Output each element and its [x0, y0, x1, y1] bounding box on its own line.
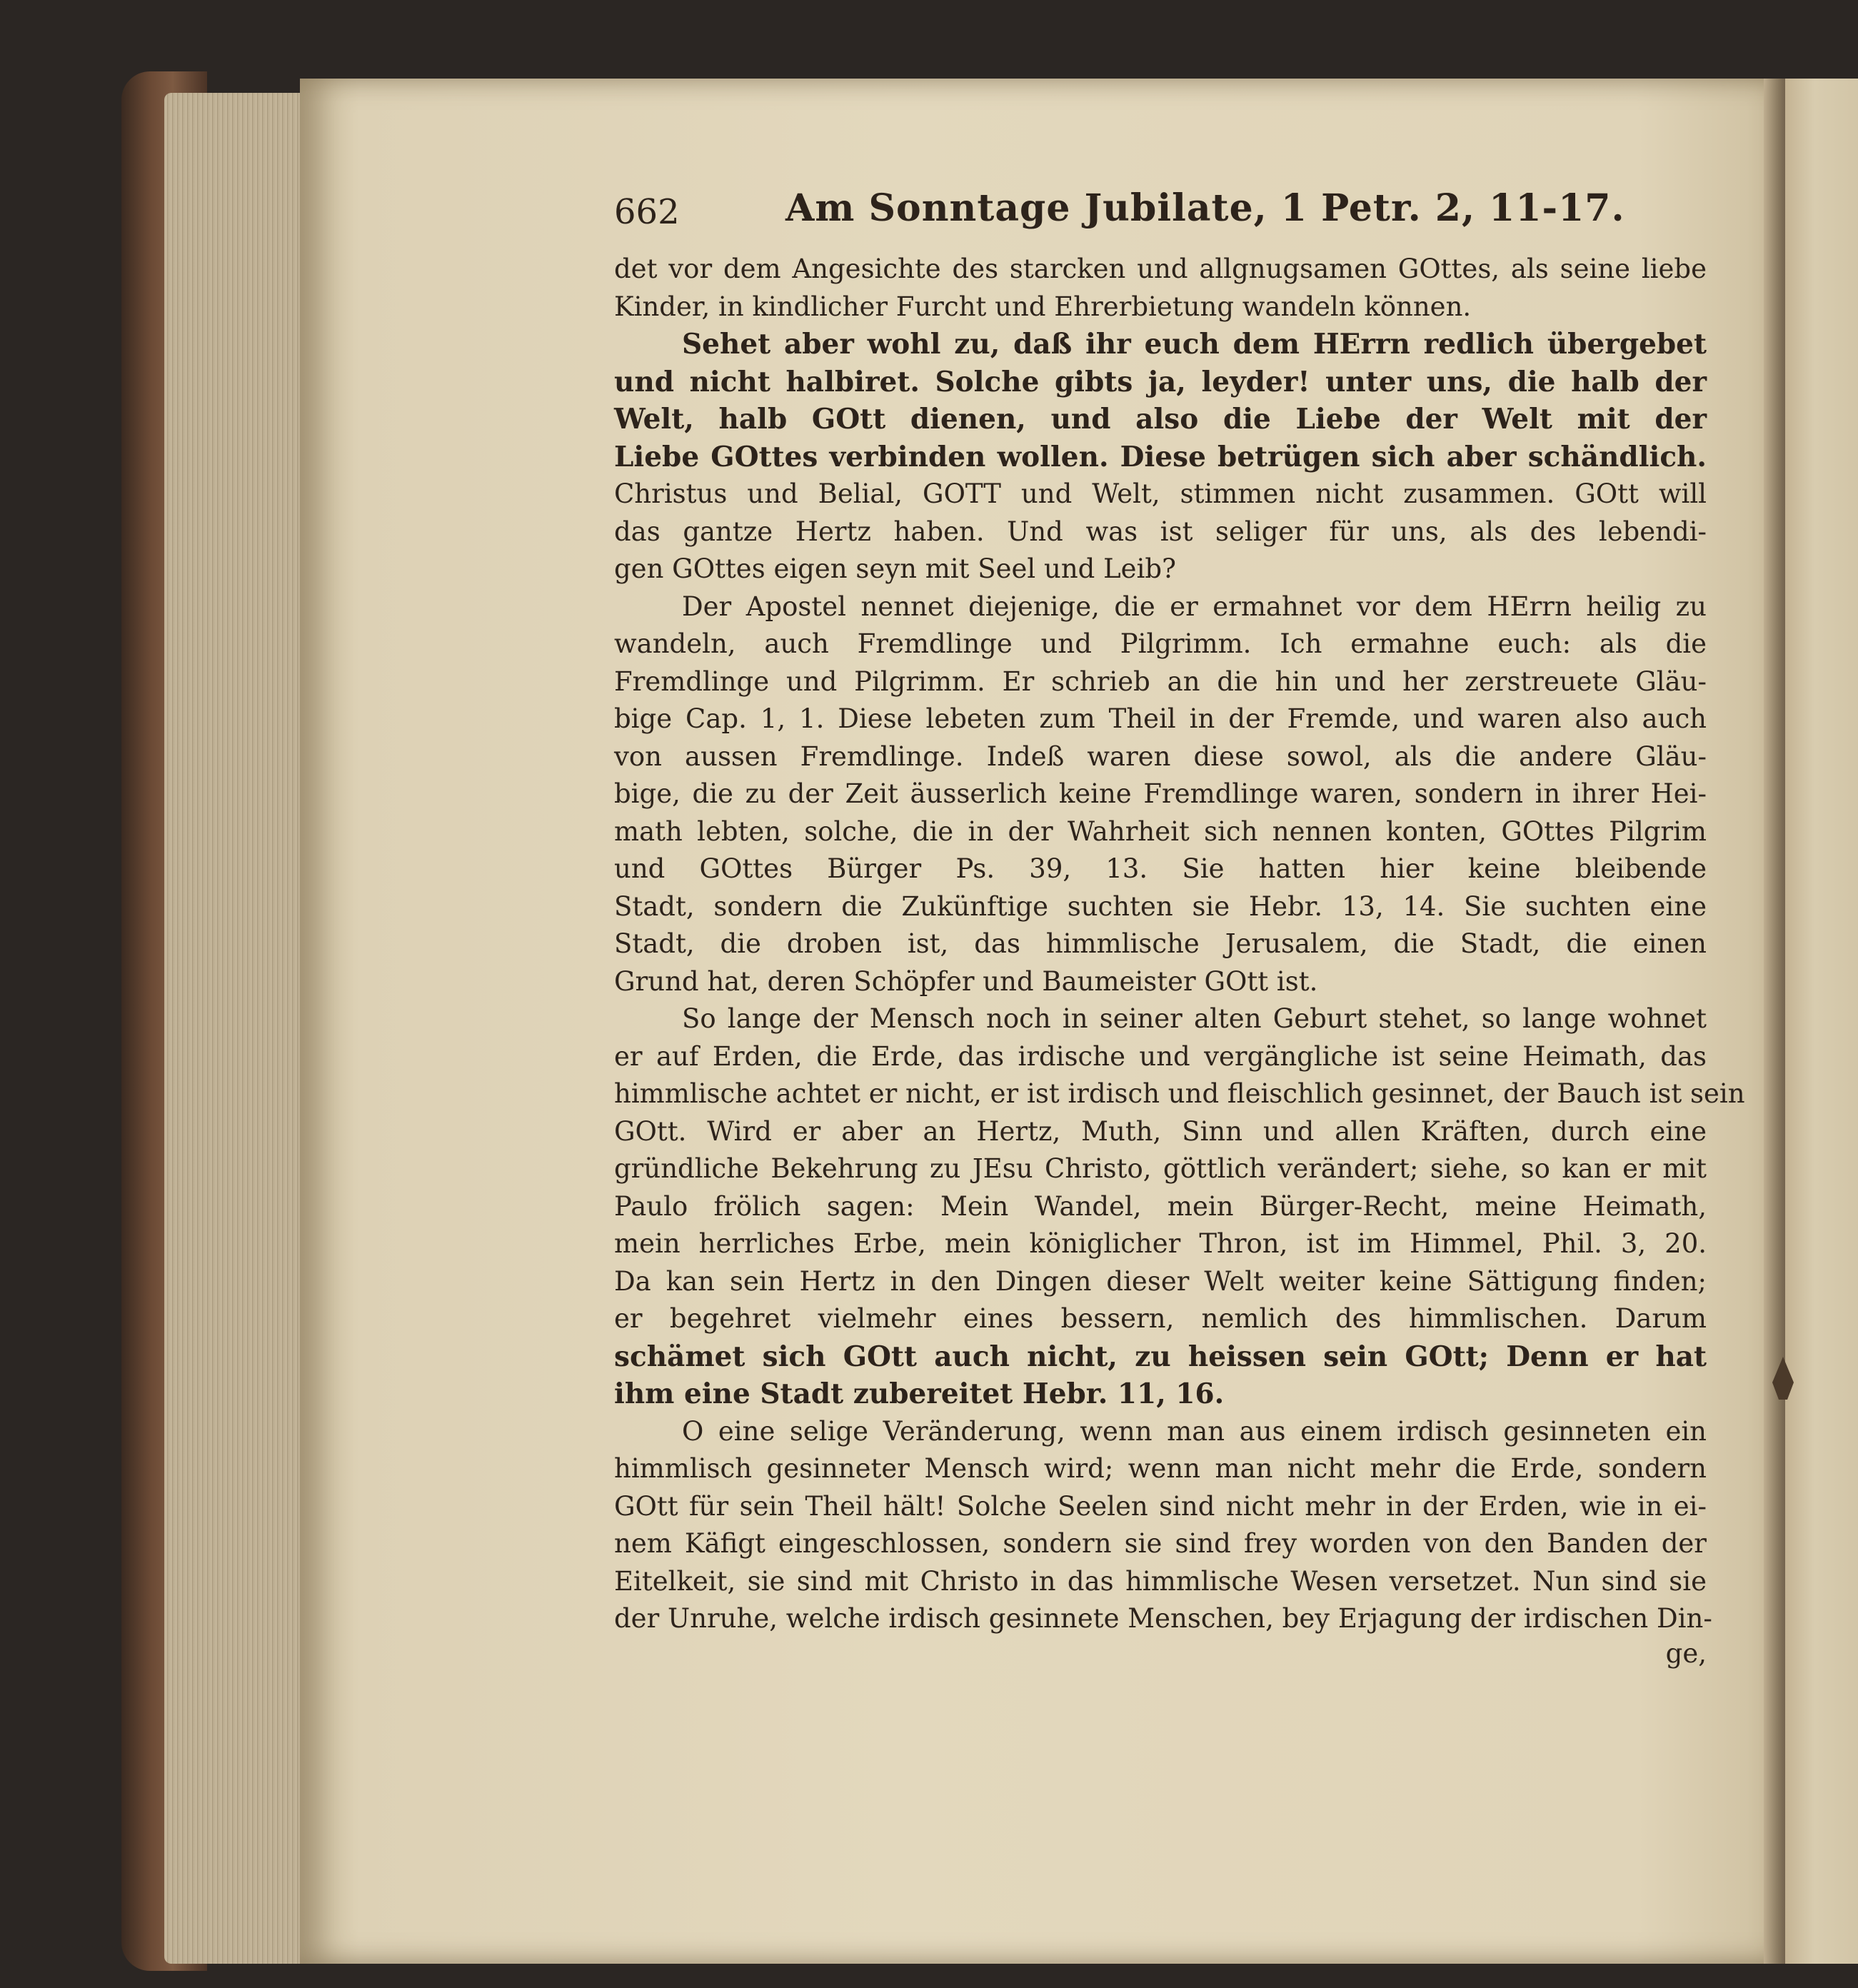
text-line: Liebe GOttes verbinden wollen. Diese betrügen sich aber schändlich. — [614, 440, 1707, 473]
text-line: und GOttes Bürger Ps. 39, 13. Sie hatten hier keine bleibende — [614, 853, 1707, 884]
text-line: GOtt. Wird er aber an Hertz, Muth, Sinn und allen Kräften, durch eine — [614, 1115, 1707, 1147]
text-line: Fremdlinge und Pilgrimm. Er schrieb an die hin und her zerstreuete Gläu- — [614, 666, 1707, 697]
text-line: Welt, halb GOtt dienen, und also die Liebe der Welt mit der — [614, 403, 1707, 436]
text-line: Stadt, sondern die Zukünftige suchten sie Hebr. 13, 14. Sie suchten eine — [614, 890, 1707, 922]
page-text — [614, 182, 1745, 1675]
text-line: wandeln, auch Fremdlinge und Pilgrimm. Ich ermahne euch: als die — [614, 628, 1707, 659]
right-page-edge — [1785, 79, 1858, 1964]
text-line: er auf Erden, die Erde, das irdische und vergängliche ist seine Heimath, das — [614, 1040, 1707, 1072]
text-line: Christus und Belial, GOTT und Welt, stimmen nicht zusammen. GOtt will — [614, 478, 1707, 509]
text-line: Stadt, die droben ist, das himmlische Jerusalem, die Stadt, die einen — [614, 928, 1707, 959]
text-line: bige, die zu der Zeit äusserlich keine Fremdlinge waren, sondern in ihrer Hei- — [614, 778, 1707, 809]
text-line: himmlische achtet er nicht, er ist irdisch und fleischlich gesinnet, der Bauch ist sein — [614, 1078, 1745, 1109]
text-line: bige Cap. 1, 1. Diese lebeten zum Theil in der Fremde, und waren also auch — [614, 703, 1707, 734]
running-head: Am Sonntage Jubilate, 1 Petr. 2, 11-17. — [785, 186, 1625, 230]
text-line: das gantze Hertz haben. Und was ist seliger für uns, als des lebendi- — [614, 516, 1707, 547]
text-line: math lebten, solche, die in der Wahrheit sich nennen konten, GOttes Pilgrim — [614, 815, 1707, 847]
catchword: ge, — [1665, 1637, 1707, 1669]
text-line: gründliche Bekehrung zu JEsu Christo, göttlich verändert; siehe, so kan er mit — [614, 1153, 1707, 1184]
catchword-row — [614, 1638, 1707, 1675]
page-header — [614, 182, 1707, 246]
text-line: det vor dem Angesichte des starcken und allgnugsamen GOttes, als seine liebe — [614, 253, 1707, 284]
text-line: der Unruhe, welche irdisch gesinnete Menschen, bey Erjagung der irdischen Din- — [614, 1603, 1712, 1634]
text-line: ihm eine Stadt zubereitet Hebr. 11, 16. — [614, 1377, 1225, 1410]
text-line: GOtt für sein Theil hält! Solche Seelen sind nicht mehr in der Erden, wie in ei- — [614, 1490, 1707, 1522]
text-line: schämet sich GOtt auch nicht, zu heissen sein GOtt; Denn er hat — [614, 1340, 1707, 1373]
text-line: Da kan sein Hertz in den Dingen dieser Welt weiter keine Sättigung finden; — [614, 1265, 1707, 1297]
text-line: und nicht halbiret. Solche gibts ja, leyder! unter uns, die halb der — [614, 365, 1707, 398]
text-line: himmlisch gesinneter Mensch wird; wenn man nicht mehr die Erde, sondern — [614, 1453, 1707, 1484]
text-line: gen GOttes eigen seyn mit Seel und Leib? — [614, 553, 1176, 584]
text-line: Sehet aber wohl zu, daß ihr euch dem HErrn redlich übergebet — [682, 328, 1707, 361]
text-line: von aussen Fremdlinge. Indeß waren diese sowol, als die andere Gläu- — [614, 741, 1707, 772]
text-line: Der Apostel nennet diejenige, die er ermahnet vor dem HErrn heilig zu — [682, 591, 1707, 622]
page-number: 662 — [614, 192, 680, 232]
text-line: So lange der Mensch noch in seiner alten Geburt stehet, so lange wohnet — [682, 1003, 1707, 1034]
text-line: mein herrliches Erbe, mein königlicher Thron, ist im Himmel, Phil. 3, 20. — [614, 1228, 1707, 1259]
text-line: Paulo frölich sagen: Mein Wandel, mein Bürger-Recht, meine Heimath, — [614, 1190, 1707, 1222]
text-line: nem Käfigt eingeschlossen, sondern sie sind frey worden von den Banden der — [614, 1528, 1707, 1559]
body-text — [614, 251, 1745, 1675]
text-line: Grund hat, deren Schöpfer und Baumeister GOtt ist. — [614, 965, 1318, 997]
text-line: Kinder, in kindlicher Furcht und Ehrerbietung wandeln können. — [614, 291, 1472, 322]
text-line: O eine selige Veränderung, wenn man aus einem irdisch gesinneten ein — [682, 1415, 1707, 1447]
text-line: er begehret vielmehr eines bessern, nemlich des himmlischen. Darum — [614, 1303, 1707, 1334]
text-line: Eitelkeit, sie sind mit Christo in das himmlische Wesen versetzet. Nun sind sie — [614, 1565, 1707, 1597]
